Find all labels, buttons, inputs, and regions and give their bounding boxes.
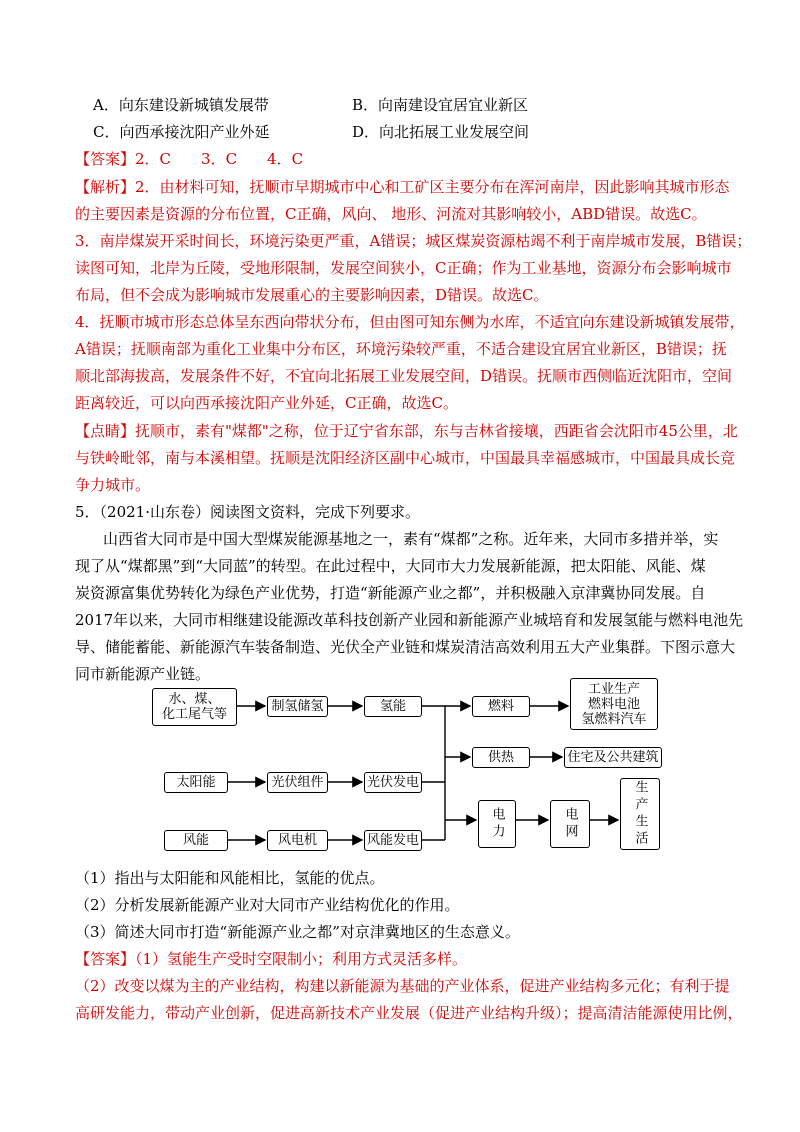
wind-box: 风能 [164,830,228,851]
pv-module-box: 光伏组件 [267,772,328,793]
production-life-box: 生产生活 [620,778,660,850]
answer-q2-4: 【答案】2．C 3．C 4．C [75,150,304,168]
option-d: D．向北拓展工业发展空间 [352,123,530,141]
heating-box: 供热 [472,747,530,768]
question-2: （2）分析发展新能源产业对大同市产业结构优化的作用。 [75,896,460,914]
question-5-intro: 5．（2021·山东卷）阅读图文资料，完成下列要求。 [75,503,420,521]
energy-chain-diagram [140,670,670,860]
question-3: （3）简述大同市打造“新能源产业之都”对京津冀地区的生态意义。 [75,923,520,941]
answer5-line: （2）改变以煤为主的产业结构，构建以新能源为基础的产业体系，促进产业结构多元化；有利于提 [75,977,730,995]
material-line: 2017年以来，大同市相继建设能源改革科技创新产业园和新能源产业城培育和发展氢能与燃料电池先 [75,611,744,629]
material-line: 导、储能蓄能、新能源汽车装备制造、光伏全产业链和煤炭清洁高效利用五大产业集群。下图示意大 [75,638,736,656]
analysis-line: 布局，但不会成为影响城市发展重心的主要影响因素，D错误。故选C。 [75,286,549,304]
fuel-uses-box [570,678,658,730]
wind-turbine-box: 风电机 [267,830,328,851]
analysis-line: 的主要因素是资源的分布位置，C正确，风向、 地形、河流对其影响较小，ABD错误。故选C。 [75,205,707,223]
analysis-line: A错误；抚顺南部为重化工业集中分布区，环境污染较严重，不适合建设宜居宜业新区，B错误；抚 [75,340,727,358]
dianjing-line: 争力城市。 [75,476,151,494]
material-line: 现了从“煤都黑”到“大同蓝”的转型。在此过程中，大同市大力发展新能源，把太阳能、风能、煤 [75,557,706,575]
dianjing-line: 与铁岭毗邻，南与本溪相望。抚顺是沈阳经济区副中心城市，中国最具幸福感城市，中国最具成长竞 [75,449,736,467]
h2-production-box: 制氢储氢 [267,696,328,717]
answer5-line: 【答案】（1）氢能生产受时空限制小；利用方式灵活多样。 [75,950,468,968]
pv-power-box: 光伏发电 [364,772,422,793]
analysis-line: 4．抚顺市城市形态总体呈东西向带状分布，但由图可知东侧为水库，不适宜向东建设新城镇发展带， [75,313,745,331]
source-label: 水、煤、 化工尾气等 [161,692,227,722]
hydrogen-box: 氢能 [364,696,422,717]
question-1: （1）指出与太阳能和风能相比，氢能的优点。 [75,869,385,887]
fuel-uses-label: 工业生产 燃料电池 氢燃料汽车 [581,681,647,727]
wind-power-box: 风能发电 [364,830,422,851]
material-line: 炭资源富集优势转化为绿色产业优势，打造“新能源产业之都”，并积极融入京津冀协同发展。自 [75,584,706,602]
electricity-box: 电力 [478,800,516,848]
material-line: 同市新能源产业链。 [75,665,211,683]
grid-box: 电网 [550,800,590,848]
buildings-box: 住宅及公共建筑 [564,747,662,768]
material-line: 山西省大同市是中国大型煤炭能源基地之一，素有“煤都”之称。近年来，大同市多措并举，实 [103,530,719,548]
analysis-line: 顺北部海拔高，发展条件不好，不宜向北拓展工业发展空间，D错误。抚顺市西侧临近沈阳市，空间 [75,367,733,385]
analysis-line: 3．南岸煤炭开采时间长，环境污染更严重，A错误；城区煤炭资源枯竭不利于南岸城市发展，B错误； [75,232,752,250]
analysis-line: 距离较近，可以向西承接沈阳产业外延，C正确，故选C。 [75,394,458,412]
analysis-line: 读图可知，北岸为丘陵，受地形限制，发展空间狭小，C正确；作为工业基地，资源分布会影响城市 [75,259,732,277]
solar-box: 太阳能 [164,772,228,793]
answer5-line: 高研发能力，带动产业创新，促进高新技术产业发展（促进产业结构升级）；提高清洁能源使用比例， [75,1004,743,1022]
option-a: A．向东建设新城镇发展带 [93,96,269,114]
analysis-line: 【解析】2．由材料可知，抚顺市早期城市中心和工矿区主要分布在浑河南岸，因此影响其城市形态 [75,178,730,196]
source-box [152,688,237,726]
dianjing-line: 【点睛】抚顺市，素有"煤都"之称，位于辽宁省东部，东与吉林省接壤，西距省会沈阳市45公里，北 [75,422,738,440]
option-b: B．向南建设宜居宜业新区 [352,96,529,114]
option-c: C．向西承接沈阳产业外延 [93,123,270,141]
fuel-box: 燃料 [472,696,530,717]
